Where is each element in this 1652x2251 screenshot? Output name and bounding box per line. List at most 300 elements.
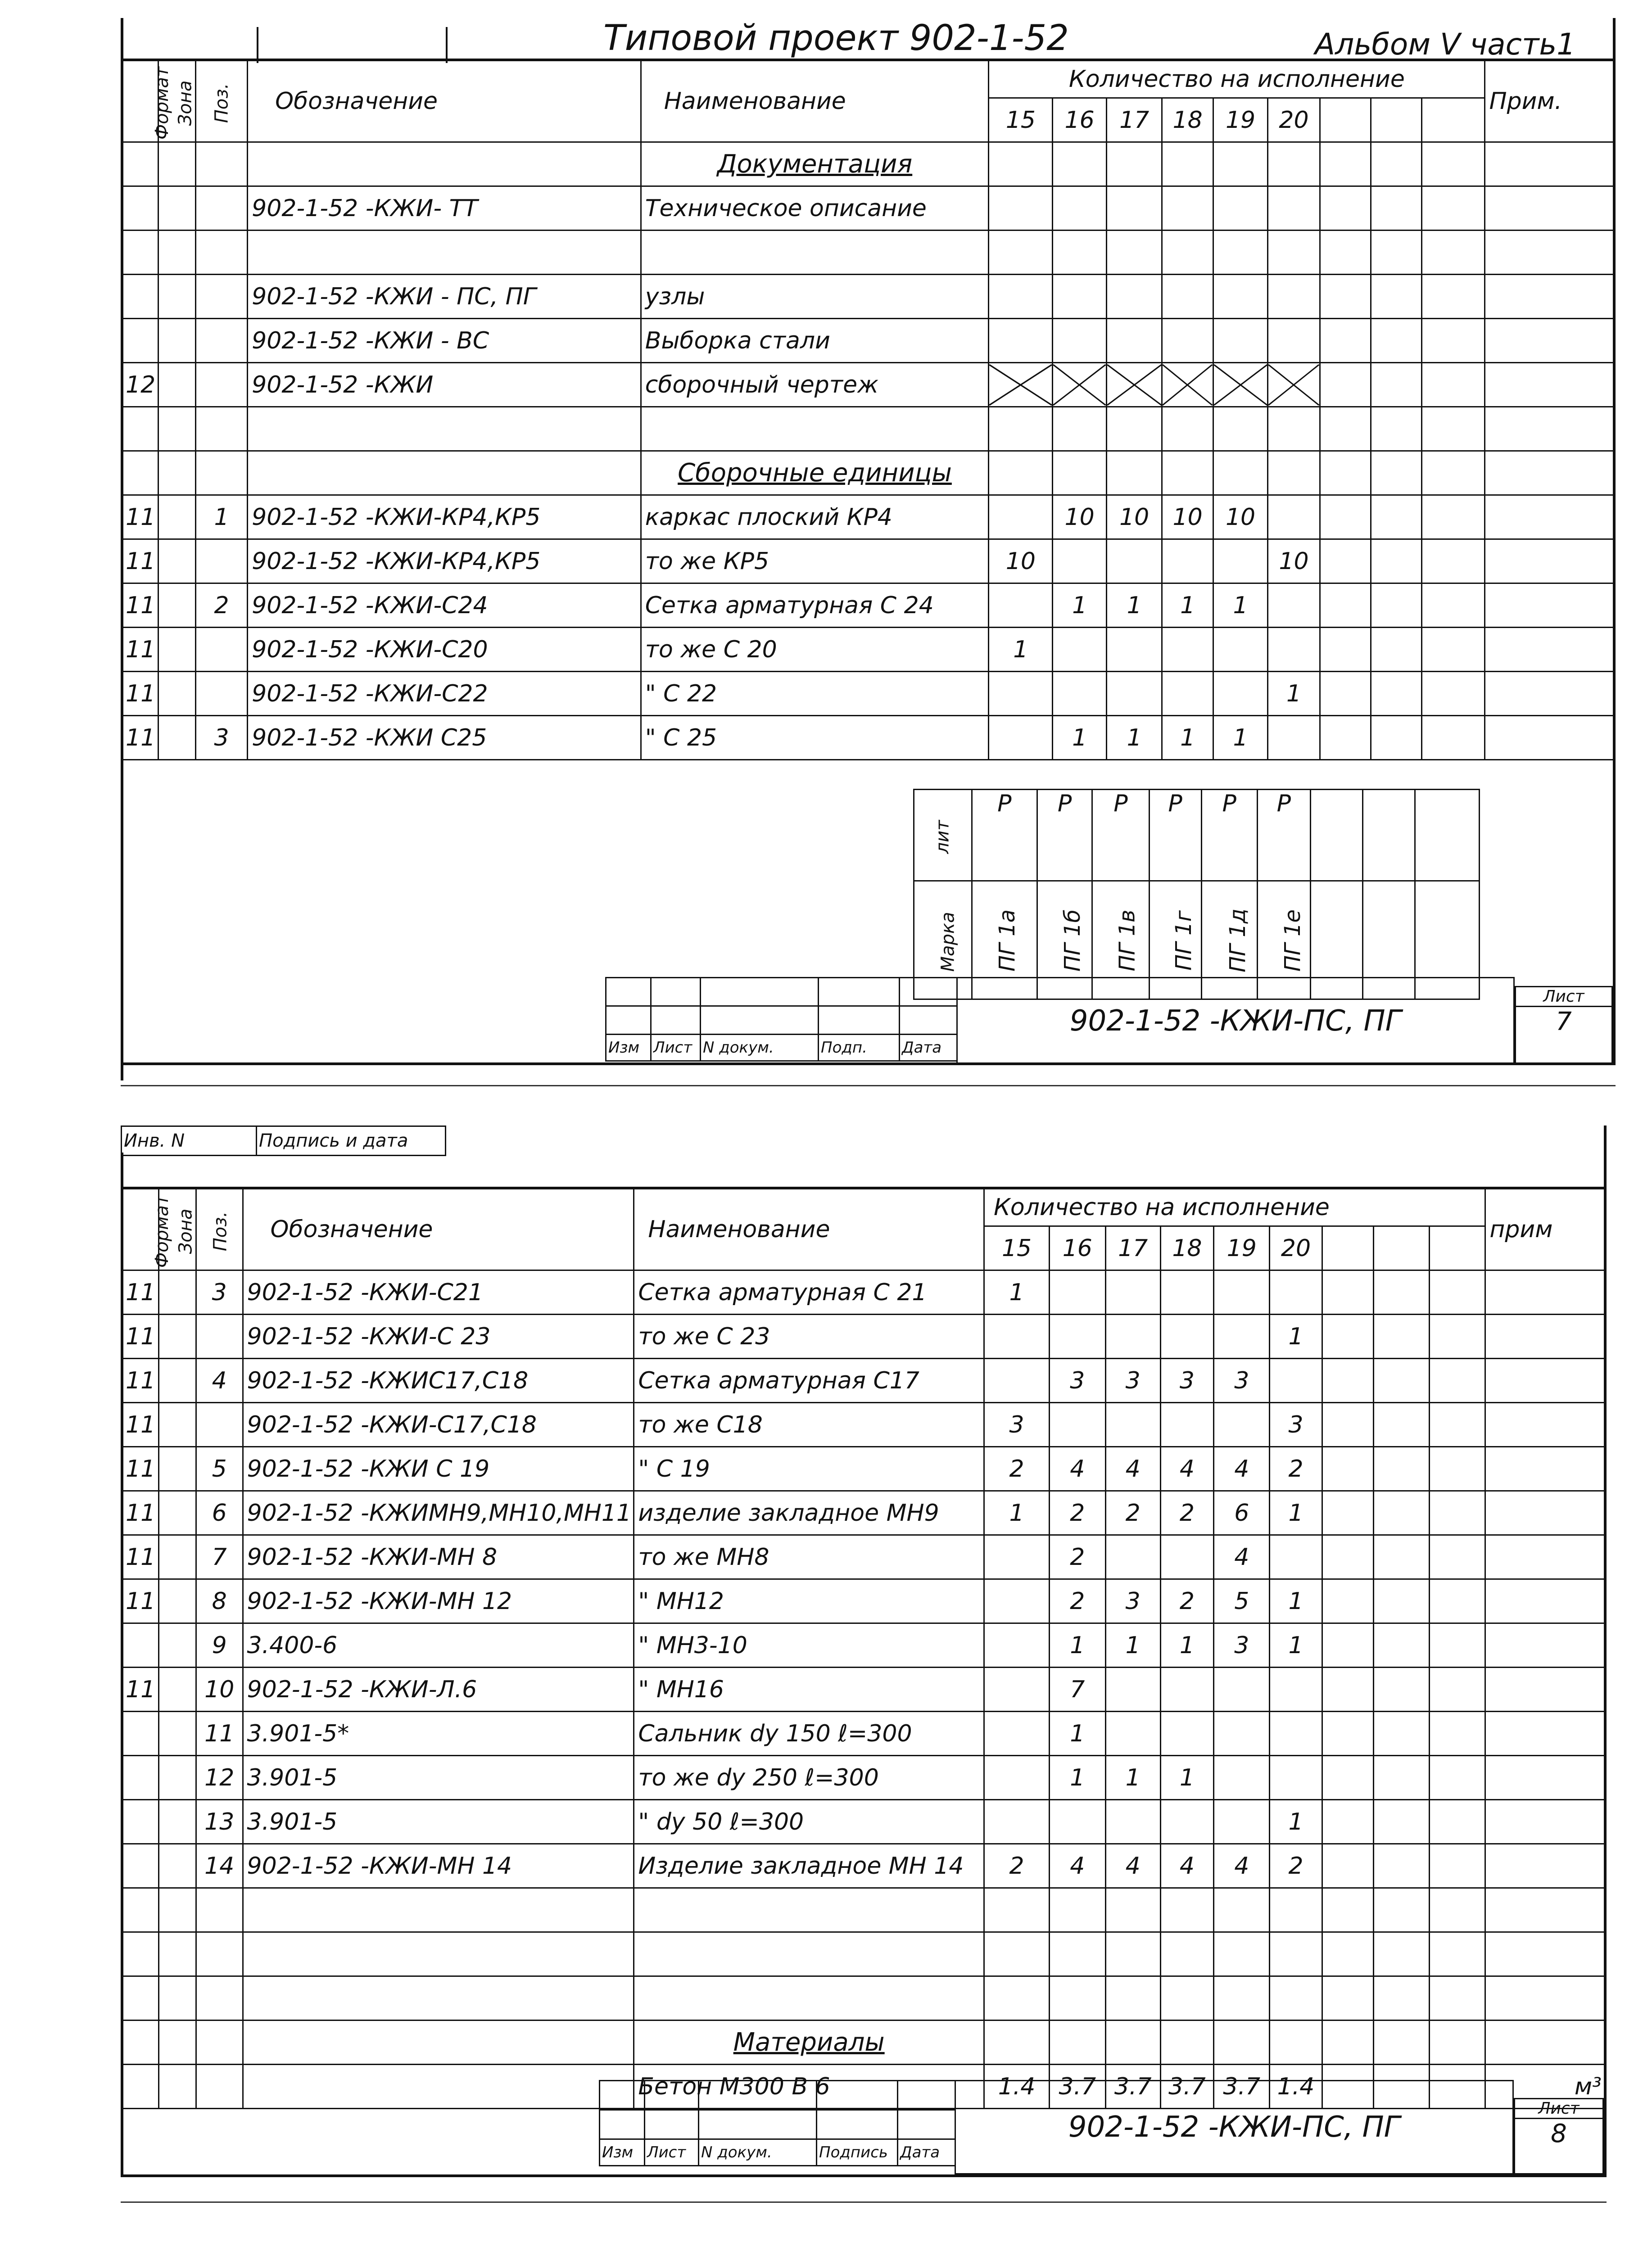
col-format: Формат <box>152 1194 173 1268</box>
quantity-cell: 4 <box>1105 1447 1160 1491</box>
lit-value: Р <box>1201 790 1257 881</box>
name-cell: каркас плоский КР4 <box>641 495 989 539</box>
quantity-cell <box>984 1712 1049 1756</box>
quantity-cell <box>989 363 1053 407</box>
project-title: Типовой проект 902-1-52 <box>603 18 1069 59</box>
empty-quantity-cell <box>1322 2020 1373 2065</box>
name-cell: то же С 20 <box>641 628 989 672</box>
empty-quantity-cell <box>1422 583 1485 628</box>
position-cell: 12 <box>196 1756 243 1800</box>
quantity-cell <box>1214 1756 1270 1800</box>
quantity-cell: 1 <box>1270 1800 1322 1844</box>
quantity-cell <box>1162 628 1213 672</box>
name-cell <box>634 1976 984 2020</box>
quantity-cell <box>1105 1976 1160 2020</box>
note-cell <box>1485 672 1615 716</box>
empty-quantity-cell <box>1430 1976 1485 2020</box>
quantity-cell <box>1162 275 1213 319</box>
quantity-cell: 4 <box>1214 1535 1270 1579</box>
designation-cell: 902-1-52 -КЖИ-С24 <box>248 583 641 628</box>
quantity-cell <box>984 1800 1049 1844</box>
position-cell: 2 <box>195 583 247 628</box>
album-label: Альбом V часть1 <box>1315 27 1576 62</box>
empty-quantity-cell <box>1371 583 1421 628</box>
position-cell: 7 <box>196 1535 243 1579</box>
empty-quantity-cell <box>1371 716 1421 760</box>
zone-cell <box>158 1447 196 1491</box>
quantity-cell <box>1105 1315 1160 1359</box>
format-cell: 11 <box>122 1579 159 1623</box>
table-row <box>122 1800 1606 1844</box>
table-row <box>122 1403 1606 1447</box>
quantity-cell <box>1106 363 1162 407</box>
note-cell <box>1485 1535 1606 1579</box>
quantity-cell <box>1270 1535 1322 1579</box>
designation-cell <box>243 1976 634 2020</box>
empty-quantity-cell <box>1371 495 1421 539</box>
position-cell <box>195 407 247 451</box>
designation-cell: 902-1-52 -КЖИ- ТТ <box>248 186 641 231</box>
format-cell: 11 <box>122 1491 159 1535</box>
name-cell: Документация <box>641 142 989 186</box>
position-cell: 1 <box>195 495 247 539</box>
quantity-cell <box>984 1756 1049 1800</box>
name-cell: Сальник dy 150 ℓ=300 <box>634 1712 984 1756</box>
variant-19: 19 <box>1213 98 1268 142</box>
format-cell <box>122 1976 159 2020</box>
quantity-cell <box>1270 1270 1322 1315</box>
mark-value: ПГ 1е <box>1280 909 1305 972</box>
name-cell: Техническое описание <box>641 186 989 231</box>
name-cell: " С 19 <box>634 1447 984 1491</box>
zone-cell <box>158 275 195 319</box>
quantity-cell: 2 <box>1105 1491 1160 1535</box>
name-cell: то же dy 250 ℓ=300 <box>634 1756 984 1800</box>
empty-quantity-cell <box>1422 495 1485 539</box>
position-cell <box>196 1976 243 2020</box>
quantity-cell: 1 <box>989 628 1053 672</box>
table-row <box>122 1844 1606 1888</box>
mark-value: ПГ 1г <box>1171 910 1196 971</box>
doc-code-sheet1: 902-1-52 -КЖИ-ПС, ПГ <box>956 977 1515 1065</box>
quantity-cell <box>989 275 1053 319</box>
empty-quantity-cell <box>1322 1270 1373 1315</box>
table-row <box>122 495 1615 539</box>
col-name: Наименование <box>641 61 989 142</box>
quantity-cell <box>1162 142 1213 186</box>
quantity-cell: 4 <box>1160 1447 1213 1491</box>
quantity-cell <box>1270 1668 1322 1712</box>
table-row <box>122 142 1615 186</box>
table-row <box>122 1623 1606 1668</box>
position-cell: 3 <box>195 716 247 760</box>
note-cell <box>1485 1491 1606 1535</box>
quantity-cell <box>1270 2020 1322 2065</box>
quantity-cell <box>1214 1932 1270 1976</box>
note-cell <box>1485 363 1615 407</box>
note-cell <box>1485 1403 1606 1447</box>
quantity-cell <box>1270 1932 1322 1976</box>
position-cell: 6 <box>196 1491 243 1535</box>
table-row <box>122 539 1615 583</box>
quantity-cell: 4 <box>1160 1844 1213 1888</box>
designation-cell: 902-1-52 -КЖИМН9,МН10,МН11 <box>243 1491 634 1535</box>
quantity-cell <box>1106 407 1162 451</box>
sheet-number: 7 <box>1556 1007 1572 1036</box>
designation-cell: 902-1-52 -КЖИ-С20 <box>248 628 641 672</box>
sheet1-top-tick <box>257 27 258 63</box>
format-cell: 11 <box>122 1668 159 1712</box>
quantity-cell: 10 <box>989 539 1053 583</box>
quantity-cell <box>1268 319 1320 363</box>
format-cell <box>122 2065 159 2109</box>
zone-cell <box>158 1579 196 1623</box>
quantity-cell: 1.4 <box>1270 2065 1322 2109</box>
zone-cell <box>158 628 195 672</box>
quantity-cell: 1.4 <box>984 2065 1049 2109</box>
quantity-cell <box>1050 1976 1105 2020</box>
quantity-cell: 1 <box>1105 1756 1160 1800</box>
quantity-cell <box>1053 186 1106 231</box>
quantity-cell <box>1213 231 1268 275</box>
quantity-cell <box>1213 672 1268 716</box>
format-cell <box>122 2020 159 2065</box>
empty-quantity-cell <box>1322 1403 1373 1447</box>
designation-cell: 902-1-52 -КЖИ-КР4,КР5 <box>248 495 641 539</box>
quantity-cell <box>1268 231 1320 275</box>
name-cell: Выборка стали <box>641 319 989 363</box>
quantity-cell: 1 <box>1050 1756 1105 1800</box>
empty-quantity-cell <box>1371 231 1421 275</box>
quantity-cell: 3.7 <box>1105 2065 1160 2109</box>
position-cell <box>196 1403 243 1447</box>
empty-quantity-cell <box>1373 1359 1429 1403</box>
quantity-cell <box>1160 1712 1213 1756</box>
zone-cell <box>158 1756 196 1800</box>
zone-cell <box>158 1932 196 1976</box>
empty-quantity-cell <box>1320 539 1371 583</box>
variant-18: 18 <box>1160 1226 1213 1270</box>
quantity-cell <box>1053 142 1106 186</box>
variant-16: 16 <box>1053 98 1106 142</box>
designation-cell <box>248 231 641 275</box>
col-quantity: Количество на исполнение <box>984 1189 1485 1226</box>
table-row <box>122 1976 1606 2020</box>
col-pos: Поз. <box>211 83 232 123</box>
empty-quantity-cell <box>1322 1756 1373 1800</box>
format-cell <box>122 1756 159 1800</box>
position-cell: 9 <box>196 1623 243 1668</box>
note-cell <box>1485 1579 1606 1623</box>
zone-cell <box>158 186 195 231</box>
quantity-cell: 2 <box>1270 1844 1322 1888</box>
quantity-cell <box>1160 1932 1213 1976</box>
name-cell: " МН16 <box>634 1668 984 1712</box>
name-cell: изделие закладное МН9 <box>634 1491 984 1535</box>
quantity-cell <box>1214 1976 1270 2020</box>
quantity-cell <box>984 2020 1049 2065</box>
table-row <box>122 1447 1606 1491</box>
format-cell <box>122 231 158 275</box>
format-cell: 11 <box>122 628 158 672</box>
quantity-cell <box>1050 1932 1105 1976</box>
empty-quantity-cell <box>1322 1888 1373 1932</box>
empty-quantity-cell <box>1371 407 1421 451</box>
table-row <box>122 1579 1606 1623</box>
designation-cell: 902-1-52 -КЖИ <box>248 363 641 407</box>
stamp-label: Подпись <box>817 2139 898 2166</box>
quantity-cell <box>1106 451 1162 495</box>
table-row <box>122 1315 1606 1359</box>
empty-quantity-cell <box>1320 186 1371 231</box>
name-cell: Сетка арматурная С17 <box>634 1359 984 1403</box>
quantity-cell <box>1053 539 1106 583</box>
format-cell <box>122 275 158 319</box>
empty-quantity-cell <box>1320 363 1371 407</box>
note-cell <box>1485 583 1615 628</box>
quantity-cell <box>1268 451 1320 495</box>
quantity-cell <box>1162 186 1213 231</box>
quantity-cell <box>1105 1800 1160 1844</box>
name-cell: " dy 50 ℓ=300 <box>634 1800 984 1844</box>
lit-value: Р <box>1037 790 1092 881</box>
table-row <box>122 583 1615 628</box>
quantity-cell: 3 <box>1160 1359 1213 1403</box>
quantity-cell: 3 <box>1214 1623 1270 1668</box>
header-row <box>122 1189 1606 1226</box>
zone-cell <box>158 1800 196 1844</box>
format-cell: 11 <box>122 1315 159 1359</box>
designation-cell <box>248 142 641 186</box>
variant-19: 19 <box>1214 1226 1270 1270</box>
zone-cell <box>158 672 195 716</box>
stamp-label: N докум. <box>701 1035 819 1061</box>
position-cell <box>195 142 247 186</box>
table-row <box>122 1535 1606 1579</box>
note-cell <box>1485 716 1615 760</box>
position-cell <box>195 319 247 363</box>
zone-cell <box>158 1359 196 1403</box>
position-cell: 13 <box>196 1800 243 1844</box>
quantity-cell <box>1213 451 1268 495</box>
spec-table-sheet2 <box>121 1188 1607 2109</box>
designation-cell: 902-1-52 -КЖИ-С 23 <box>243 1315 634 1359</box>
name-cell: Сборочные единицы <box>641 451 989 495</box>
zone-cell <box>158 451 195 495</box>
quantity-cell <box>1053 451 1106 495</box>
quantity-cell <box>984 1359 1049 1403</box>
quantity-cell <box>1053 363 1106 407</box>
designation-cell <box>248 407 641 451</box>
empty-quantity-cell <box>1430 1800 1485 1844</box>
variant-17: 17 <box>1106 98 1162 142</box>
table-row <box>122 2020 1606 2065</box>
quantity-cell: 1 <box>1106 716 1162 760</box>
empty-quantity-cell <box>1430 1359 1485 1403</box>
quantity-cell <box>1050 1403 1105 1447</box>
position-cell <box>196 1888 243 1932</box>
quantity-cell: 2 <box>1160 1491 1213 1535</box>
quantity-cell <box>1270 1359 1322 1403</box>
quantity-cell <box>1053 672 1106 716</box>
empty-quantity-cell <box>1373 1623 1429 1668</box>
name-cell: " С 25 <box>641 716 989 760</box>
col-designation: Обозначение <box>243 1189 634 1270</box>
empty-quantity-cell <box>1373 2020 1429 2065</box>
quantity-cell: 1 <box>1160 1623 1213 1668</box>
name-cell: Сетка арматурная С 24 <box>641 583 989 628</box>
designation-cell <box>243 1932 634 1976</box>
format-cell: 11 <box>122 495 158 539</box>
quantity-cell: 10 <box>1268 539 1320 583</box>
quantity-cell <box>1053 407 1106 451</box>
quantity-cell <box>989 407 1053 451</box>
quantity-cell: 3 <box>1105 1359 1160 1403</box>
designation-cell: 902-1-52 -КЖИ - ПС, ПГ <box>248 275 641 319</box>
empty-quantity-cell <box>1322 1447 1373 1491</box>
quantity-cell <box>1050 1888 1105 1932</box>
name-cell: " С 22 <box>641 672 989 716</box>
empty-quantity-cell <box>1322 1668 1373 1712</box>
name-cell: то же КР5 <box>641 539 989 583</box>
position-cell <box>195 628 247 672</box>
quantity-cell: 1 <box>1213 716 1268 760</box>
table-row <box>122 1359 1606 1403</box>
quantity-cell <box>1268 142 1320 186</box>
quantity-cell <box>1160 1315 1213 1359</box>
zone-cell <box>158 1712 196 1756</box>
lit-mark-block <box>913 789 1613 1000</box>
position-cell <box>195 451 247 495</box>
quantity-cell <box>1270 1888 1322 1932</box>
quantity-cell <box>1053 275 1106 319</box>
empty-quantity-cell <box>1430 1932 1485 1976</box>
mark-value: ПГ 1в <box>1114 909 1140 972</box>
empty-quantity-cell <box>1320 628 1371 672</box>
lit-row <box>914 790 1612 881</box>
mark-value: ПГ 1д <box>1225 909 1250 972</box>
doc-code-sheet2: 902-1-52 -КЖИ-ПС, ПГ <box>955 2080 1514 2174</box>
position-cell: 3 <box>196 1270 243 1315</box>
table-row <box>122 1888 1606 1932</box>
designation-cell: 902-1-52 -КЖИ-Л.6 <box>243 1668 634 1712</box>
note-cell <box>1485 1712 1606 1756</box>
empty-quantity-cell <box>1373 1447 1429 1491</box>
name-cell: Сетка арматурная С 21 <box>634 1270 984 1315</box>
empty-quantity-cell <box>1322 1800 1373 1844</box>
quantity-cell <box>1050 1270 1105 1315</box>
designation-cell: 902-1-52 -КЖИ С25 <box>248 716 641 760</box>
quantity-cell: 1 <box>1160 1756 1213 1800</box>
quantity-cell: 1 <box>1162 716 1213 760</box>
table-row <box>122 451 1615 495</box>
inv-stamp <box>121 1126 446 1156</box>
quantity-cell: 1 <box>984 1270 1049 1315</box>
quantity-cell: 4 <box>1214 1447 1270 1491</box>
note-cell <box>1485 539 1615 583</box>
quantity-cell <box>984 1623 1049 1668</box>
format-cell <box>122 1932 159 1976</box>
quantity-cell: 10 <box>1053 495 1106 539</box>
table-row <box>122 1712 1606 1756</box>
col-pos: Поз. <box>210 1211 231 1252</box>
quantity-cell: 3 <box>1105 1579 1160 1623</box>
position-cell <box>195 186 247 231</box>
stamp-label: N докум. <box>699 2139 817 2166</box>
quantity-cell <box>989 672 1053 716</box>
designation-cell: 3.901-5* <box>243 1712 634 1756</box>
empty-quantity-cell <box>1371 275 1421 319</box>
format-cell <box>122 1800 159 1844</box>
quantity-cell <box>1214 1270 1270 1315</box>
variant-20: 20 <box>1268 98 1320 142</box>
designation-cell <box>248 451 641 495</box>
empty-quantity-cell <box>1422 231 1485 275</box>
header-row <box>122 61 1615 98</box>
quantity-cell: 3.7 <box>1160 2065 1213 2109</box>
note-cell <box>1485 2020 1606 2065</box>
note-cell <box>1485 186 1615 231</box>
format-cell <box>122 1888 159 1932</box>
quantity-cell <box>1105 1535 1160 1579</box>
quantity-cell: 3 <box>1050 1359 1105 1403</box>
quantity-cell <box>1050 2020 1105 2065</box>
quantity-cell <box>1162 231 1213 275</box>
quantity-cell <box>1268 363 1320 407</box>
quantity-cell <box>1160 1668 1213 1712</box>
quantity-cell: 2 <box>1160 1579 1213 1623</box>
quantity-cell: 1 <box>1050 1712 1105 1756</box>
quantity-cell <box>1268 186 1320 231</box>
empty-quantity-cell <box>1373 1315 1429 1359</box>
empty-quantity-cell <box>1322 1359 1373 1403</box>
zone-cell <box>158 1315 196 1359</box>
note-cell <box>1485 1932 1606 1976</box>
empty-quantity-cell <box>1320 275 1371 319</box>
empty-quantity-cell <box>1373 1976 1429 2020</box>
empty-quantity-cell <box>1422 628 1485 672</box>
table-row <box>122 231 1615 275</box>
lit-value: Р <box>972 790 1037 881</box>
name-cell <box>641 407 989 451</box>
empty-quantity-cell <box>1320 716 1371 760</box>
designation-cell: 3.400-6 <box>243 1623 634 1668</box>
position-cell <box>195 672 247 716</box>
table-row <box>122 407 1615 451</box>
cross-mark <box>1107 365 1162 405</box>
variant-15: 15 <box>989 98 1053 142</box>
name-cell: узлы <box>641 275 989 319</box>
cross-mark <box>1163 365 1212 405</box>
quantity-cell: 2 <box>984 1844 1049 1888</box>
empty-quantity-cell <box>1422 407 1485 451</box>
note-cell <box>1485 1447 1606 1491</box>
empty-quantity-cell <box>1373 1800 1429 1844</box>
name-cell: то же С18 <box>634 1403 984 1447</box>
table-row <box>122 672 1615 716</box>
quantity-cell <box>1105 2020 1160 2065</box>
note-cell <box>1485 1315 1606 1359</box>
table-row <box>122 186 1615 231</box>
quantity-cell <box>1105 1888 1160 1932</box>
quantity-cell <box>989 231 1053 275</box>
empty-quantity-cell <box>1422 451 1485 495</box>
quantity-cell: 3 <box>1214 1359 1270 1403</box>
table-row <box>122 1932 1606 1976</box>
designation-cell <box>243 1888 634 1932</box>
quantity-cell: 4 <box>1105 1844 1160 1888</box>
designation-cell: 902-1-52 -КЖИ-МН 8 <box>243 1535 634 1579</box>
